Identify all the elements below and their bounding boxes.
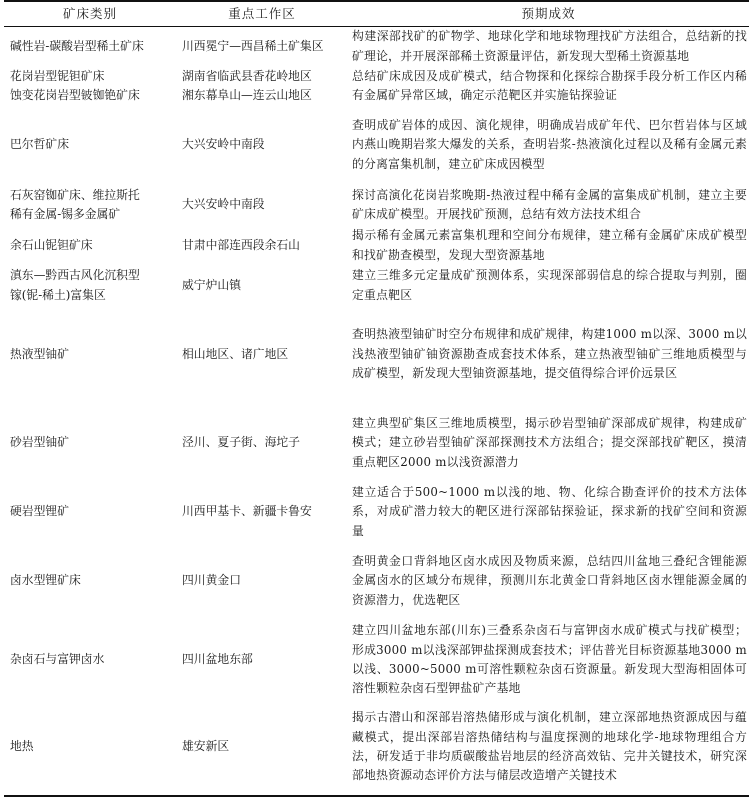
work-area-text: 川西冕宁—西昌稀土矿集区: [182, 39, 324, 54]
work-area-cell: [176, 306, 348, 404]
deposit-type-cell: [4, 621, 176, 700]
table-row: [4, 306, 749, 404]
table-row: [4, 404, 749, 483]
work-area-text: 雄安新区: [182, 739, 230, 754]
deposit-type-text: 余石山铌钽矿床: [10, 237, 93, 252]
deposit-type-text: 滇东—黔西古风化沉积型: [10, 268, 140, 283]
work-area-text: 甘肃中部连西段余石山: [182, 237, 300, 252]
deposit-type-cell: [4, 404, 176, 483]
work-area-text: 四川黄金口: [182, 573, 241, 588]
work-area-cell: [176, 700, 348, 796]
work-area-text: 四川盆地东部: [182, 652, 253, 667]
deposit-type-text: 巴尔哲矿床: [10, 137, 69, 152]
expected-results-cell: 查明热液型铀矿时空分布规律和成矿规律，构建1000 m以深、3000 m以浅热液型铀矿铀资源勘查成套技术体系，建立热液型铀矿三维地质模型与成矿模型，新发现大型铀资源基地，提交值得综合评价远景区: [352, 327, 747, 381]
work-area-text: 湘东幕阜山—连云山地区: [182, 88, 312, 102]
deposit-type-cell: [4, 700, 176, 796]
deposit-type-cell: [4, 542, 176, 621]
work-area-text: 相山地区、诸广地区: [182, 346, 289, 361]
deposit-type-text: 热液型铀矿: [10, 346, 69, 361]
deposit-type-text: 蚀变花岗岩型铍铷铯矿床: [10, 88, 140, 102]
work-area-cell: [176, 266, 348, 306]
work-area-cell: [176, 226, 348, 266]
deposit-type-text: 碱性岩-碳酸岩型稀土矿床: [10, 39, 144, 54]
deposit-type-cell: [4, 483, 176, 542]
deposit-type-text: 硬岩型锂矿: [10, 504, 69, 519]
table-row: [4, 700, 749, 796]
work-area-cell: [176, 67, 348, 106]
deposit-type-text: 镓(铌-稀土)富集区: [10, 287, 106, 302]
table-row: [4, 542, 749, 621]
work-area-cell: [176, 106, 348, 185]
work-area-cell: [176, 483, 348, 542]
deposit-type-cell: [4, 226, 176, 266]
table-row: [4, 621, 749, 700]
work-area-cell: [176, 542, 348, 621]
work-area-text: 川西甲基卡、新疆卡鲁安: [182, 504, 312, 519]
expected-results-cell: 揭示稀有金属元素富集机理和空间分布规律，建立稀有金属矿床成矿模型和找矿勘查模型，发现大型资源基地: [352, 228, 747, 262]
deposit-type-text: 卤水型锂矿床: [10, 573, 81, 588]
header-deposit-type: 矿床类别: [62, 6, 117, 21]
header-row: [4, 1, 749, 27]
deposit-type-text: 杂卤石与富钾卤水: [10, 652, 105, 667]
table-row: [4, 67, 749, 106]
deposit-type-cell: [4, 106, 176, 185]
deposit-type-cell: [4, 67, 176, 106]
table-row: [4, 185, 749, 226]
work-area-cell: [176, 621, 348, 700]
mineral-deposit-table: [4, 0, 749, 797]
deposit-type-text: 花岗岩型铌钽矿床: [10, 68, 105, 83]
expected-results-cell: 构建深部找矿的矿物学、地球化学和地球物理找矿方法组合，总结新的找矿理论，并开展深部稀土资源量评估，新发现大型稀土资源基地: [352, 29, 747, 63]
table-body: [4, 27, 749, 796]
expected-results-cell: 探讨高演化花岗岩浆晚期-热液过程中稀有金属的富集成矿机制，建立主要矿床成矿模型。开展找矿预测，总结有效方法技术组合: [352, 187, 747, 221]
deposit-type-cell: [4, 185, 176, 226]
deposit-type-text: 砂岩型铀矿: [10, 435, 69, 450]
table-row: [4, 226, 749, 266]
work-area-text: 湖南省临武县香花岭地区: [182, 68, 312, 83]
table-row: [4, 106, 749, 185]
table-header: [4, 1, 749, 27]
header-key-work-area: 重点工作区: [228, 6, 296, 21]
expected-results-cell: 查明黄金口背斜地区卤水成因及物质来源，总结四川盆地三叠纪含锂能源金属卤水的区域分布规律，预测川东北黄金口背斜地区卤水锂能源金属的资源潜力，优选靶区: [352, 553, 747, 607]
deposit-type-cell: [4, 27, 176, 67]
table-row: [4, 483, 749, 542]
work-area-text: 大兴安岭中南段: [182, 197, 265, 212]
expected-results-cell: 建立三维多元定量成矿预测体系，实现深部弱信息的综合提取与判别，圈定重点靶区: [352, 268, 747, 302]
work-area-cell: [176, 27, 348, 67]
deposit-type-cell: [4, 306, 176, 404]
deposit-type-text: 石灰窑铷矿床、维拉斯托: [10, 187, 140, 202]
work-area-text: 大兴安岭中南段: [182, 137, 265, 152]
header-expected-results: 预期成效: [521, 6, 576, 21]
table-row: [4, 266, 749, 306]
expected-results-cell: 建立适合于500~1000 m以浅的地、物、化综合勘查评价的技术方法体系，对成矿潜力较大的靶区进行深部钻探验证，探求新的找矿空间和资源量: [352, 484, 747, 538]
work-area-text: 威宁炉山镇: [182, 277, 241, 292]
work-area-text: 泾川、夏子街、海坨子: [182, 435, 300, 450]
deposit-type-text: 地热: [10, 739, 34, 754]
expected-results-cell: 揭示古潜山和深部岩溶热储形成与演化机制，建立深部地热资源成因与蕴藏模式，提出深部岩溶热储结构与温度探测的地球化学-地球物理组合方法，研发适于非均质碳酸盐岩地层的经济高效钻、完井关键技术，研究深部地热资源动态评价方法与储层改造增产关键技术: [352, 710, 747, 783]
work-area-cell: [176, 185, 348, 226]
deposit-type-cell: [4, 266, 176, 306]
expected-results-cell: 查明成矿岩体的成因、演化规律，明确成岩成矿年代、巴尔哲岩体与区域内燕山晚期岩浆大爆发的关系，查明岩浆-热液演化过程以及稀有金属元素的分离富集机制，建立矿床成因模型: [352, 117, 747, 171]
work-area-cell: [176, 404, 348, 483]
table-row: [4, 27, 749, 67]
deposit-type-text: 稀有金属-锡多金属矿: [10, 207, 121, 221]
expected-results-cell: 建立典型矿集区三维地质模型，揭示砂岩型铀矿深部成矿规律，构建成矿模式；建立砂岩型铀矿深部探测技术方法组合；提交深部找矿靶区，摸清重点靶区2000 m以浅资源潜力: [352, 415, 747, 469]
expected-results-cell: 总结矿床成因及成矿模式，结合物探和化探综合勘探手段分析工作区内稀有金属矿异常区域，确定示范靶区并实施钻探验证: [352, 68, 747, 102]
expected-results-cell: 建立四川盆地东部(川东)三叠系杂卤石与富钾卤水成矿模式与找矿模型；形成3000 m以浅深部钾盐探测成套技术；评估普光目标资源基地3000 m以浅、3000~5000 m可溶性颗粒杂卤石资源量。新发现大型海相固体可溶性颗粒杂卤石型钾盐矿产基地: [352, 623, 747, 696]
